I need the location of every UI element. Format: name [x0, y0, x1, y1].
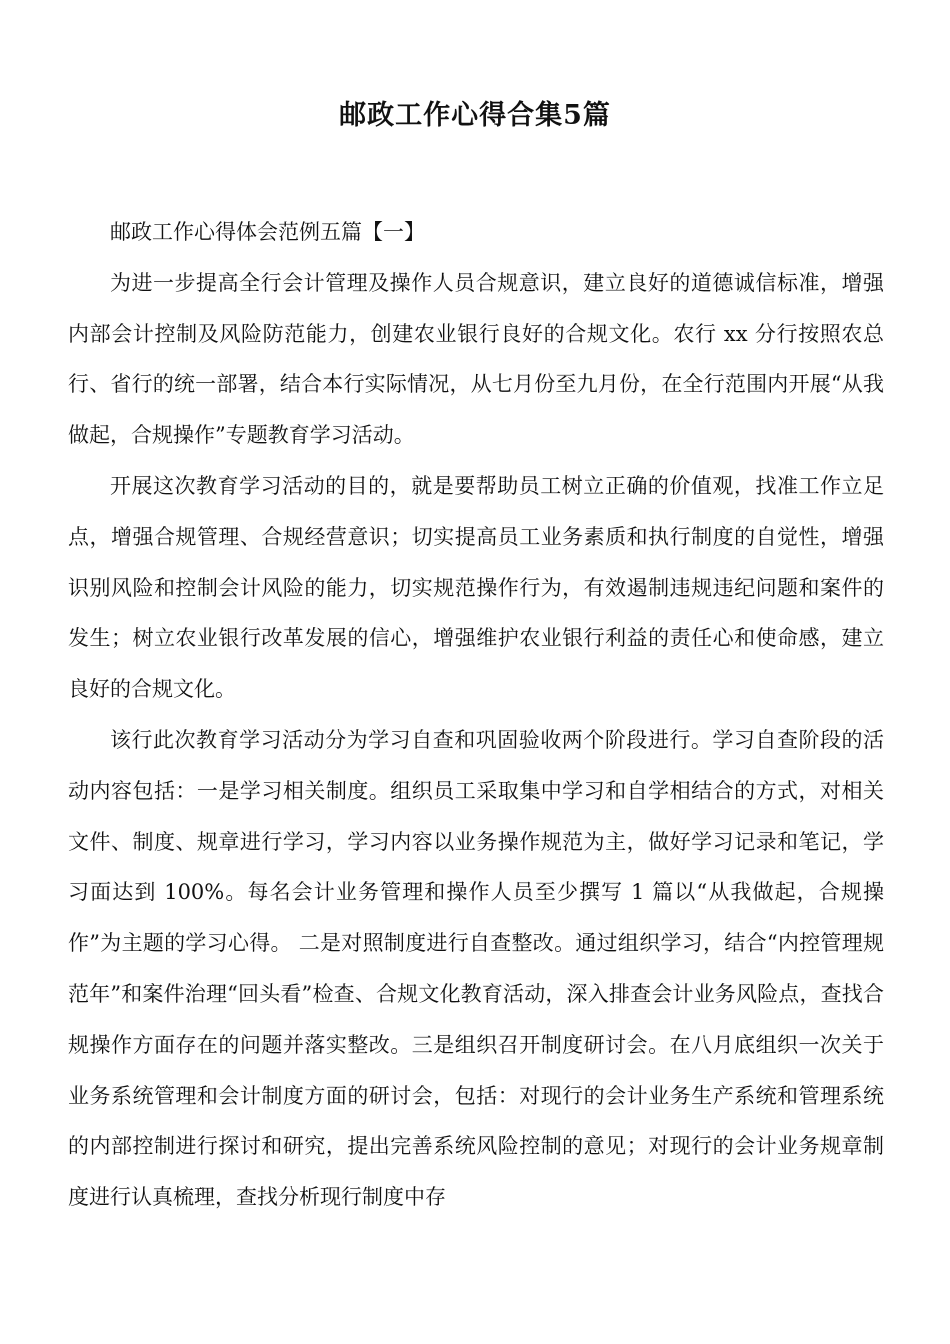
paragraph-1: 为进一步提高全行会计管理及操作人员合规意识，建立良好的道德诚信标准，增强内部会计控制及风险防范能力，创建农业银行良好的合规文化。农行 xx 分行按照农总行、省行的统一部署，结合本行实际情况，从七月份至九月份，在全行范围内开展“从我做起，合规操作”专题教育学习活动。	[68, 270, 884, 448]
document-body	[68, 207, 884, 1223]
paragraph-2: 开展这次教育学习活动的目的，就是要帮助员工树立正确的价值观，找准工作立足点，增强合规管理、合规经营意识；切实提高员工业务素质和执行制度的自觉性，增强识别风险和控制会计风险的能力，切实规范操作行为，有效遏制违规违纪问题和案件的发生；树立农业银行改革发展的信心，增强维护农业银行利益的责任心和使命感，建立良好的合规文化。	[68, 473, 884, 702]
paragraph-3: 该行此次教育学习活动分为学习自查和巩固验收两个阶段进行。学习自查阶段的活动内容包括：一是学习相关制度。组织员工采取集中学习和自学相结合的方式，对相关文件、制度、规章进行学习，学习内容以业务操作规范为主，做好学习记录和笔记，学习面达到 100%。每名会计业务管理和操作人员至少撰写 1 篇以“从我做起，合规操作”为主题的学习心得。 二是对照制度进行自查整改。通过组织学习，结合“内控管理规范年”和案件治理“回头看”检查、合规文化教育活动，深入排查会计业务风险点，查找合规操作方面存在的问题并落实整改。三是组织召开制度研讨会。在八月底组织一次关于业务系统管理和会计制度方面的研讨会，包括：对现行的会计业务生产系统和管理系统的内部控制进行探讨和研究，提出完善系统风险控制的意见；对现行的会计业务规章制度进行认真梳理，查找分析现行制度中存	[68, 727, 885, 1210]
document-title: 邮政工作心得合集5篇	[339, 100, 611, 131]
section-heading: 邮政工作心得体会范例五篇【一】	[110, 220, 425, 244]
